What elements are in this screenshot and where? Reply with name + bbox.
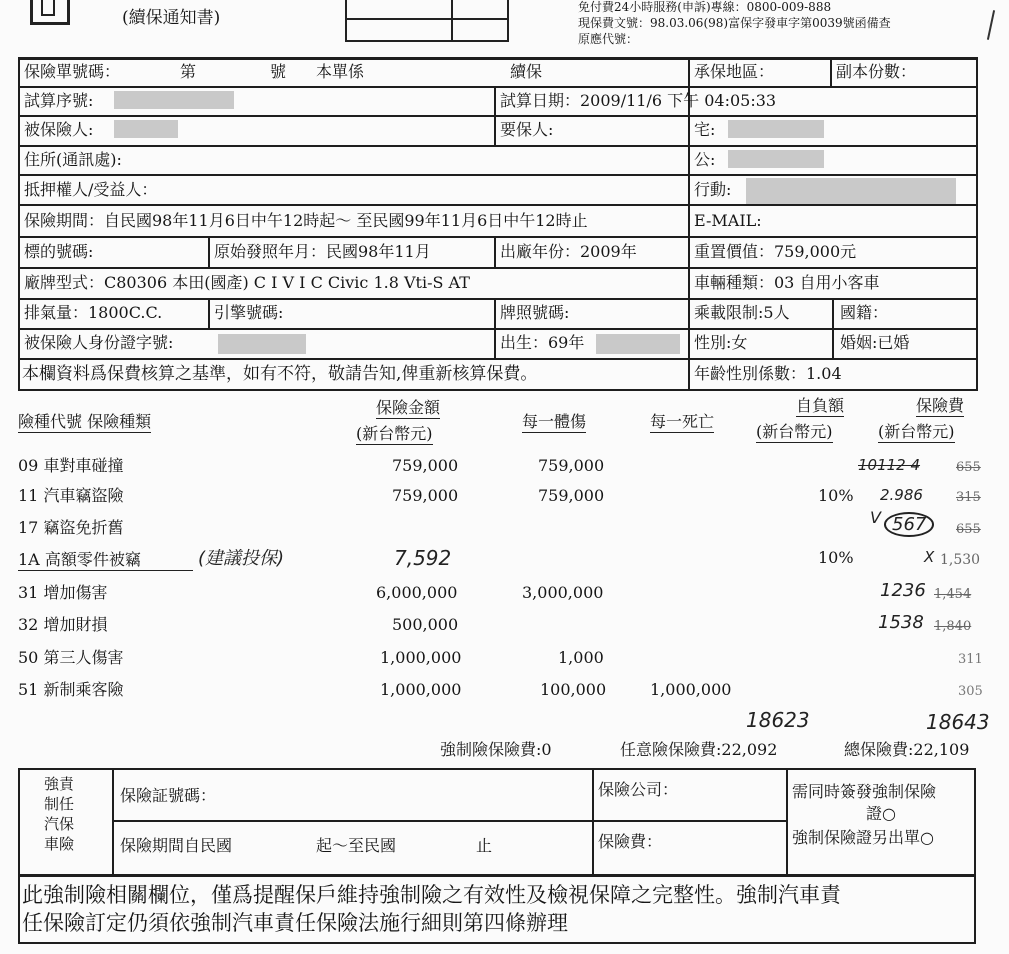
- seat-limit: 乘載限制:5人: [694, 303, 790, 322]
- compulsory-period-end: 止: [476, 836, 493, 855]
- compulsory-period-label: 保險期間自民國: [120, 836, 233, 855]
- company-logo: [30, 0, 70, 25]
- handwritten-note: 2.986: [880, 486, 923, 504]
- first-registration: 原始發照年月：民國98年11月: [214, 242, 431, 261]
- coverage-amount: 6,000,000: [376, 583, 458, 602]
- replacement-value: 重置價值：759,000元: [694, 242, 857, 261]
- coverage-premium: 655: [956, 522, 981, 537]
- redacted-mobile: [746, 178, 956, 204]
- marital-status: 婚姻:已婚: [840, 333, 910, 352]
- id-no-label: 被保險人身份證字號:: [24, 333, 174, 352]
- compulsory-company-label: 保險公司：: [598, 780, 679, 799]
- handwritten-x: X: [924, 548, 935, 566]
- amount-header: 保險金額: [376, 398, 441, 417]
- compulsory-need-option-2: 證○: [866, 804, 896, 823]
- coverage-premium: 311: [958, 652, 983, 667]
- engine-no-label: 引擎號碼:: [214, 303, 284, 322]
- handwritten-note: 1538: [878, 612, 924, 633]
- handwritten-amount: 7,592: [394, 546, 452, 570]
- quote-date: 試算日期：2009/11/6 下午 04:05:33: [500, 91, 777, 110]
- vehicle-type: 車輛種類：03 自用小客車: [694, 273, 880, 292]
- premium-basis-notice: 本欄資料爲保費核算之基準，如有不符，敬請告知,俾重新核算保費。: [22, 364, 538, 384]
- header-box: [345, 0, 509, 42]
- coverage-name: 17 竊盜免折舊: [18, 518, 124, 537]
- coverage-amount: 500,000: [392, 615, 459, 634]
- coverage-name: 09 車對車碰撞: [18, 456, 124, 475]
- handwritten-check: V: [870, 508, 881, 527]
- per-death-header: 每一死亡: [650, 412, 715, 431]
- coverage-amount: 759,000: [392, 486, 459, 505]
- premium-unit-header: (新台幣元): [878, 422, 955, 441]
- home-phone-label: 宅:: [694, 120, 716, 139]
- amount-unit-header: (新台幣元): [356, 424, 433, 443]
- handwritten-grand-total: 18643: [926, 710, 990, 734]
- redacted-birth: [596, 334, 680, 354]
- policy-no-hao: 號: [270, 62, 287, 81]
- displacement: 排氣量：1800C.C.: [24, 303, 163, 322]
- age-gender-factor: 年齡性別係數：1.04: [694, 364, 842, 383]
- footer-notice-line-1: 此強制險相關欄位，僅爲提醒保戶維持強制險之有效性及檢視保障之完整性。強制汽車責: [22, 883, 841, 907]
- per-injury-header: 每一體傷: [522, 412, 587, 431]
- coverage-death: 1,000,000: [650, 680, 732, 699]
- compulsory-fee-label: 保險費：: [598, 832, 663, 851]
- coverage-deductible: 10%: [818, 486, 854, 505]
- applicant-label: 要保人:: [500, 120, 554, 139]
- optional-premium: 任意險保險費:22,092: [620, 740, 778, 759]
- redacted-office-phone: [728, 150, 824, 168]
- redacted-id-no: [218, 334, 306, 354]
- coverage-amount: 1,000,000: [380, 648, 462, 667]
- coverage-amount: 759,000: [392, 456, 459, 475]
- quote-no-label: 試算序號:: [24, 91, 94, 110]
- coverage-injury: 3,000,000: [522, 583, 604, 602]
- deductible-header: 自負額: [796, 396, 845, 415]
- coverage-premium: 1,840: [934, 619, 972, 634]
- address-label: 住所(通訊處):: [24, 150, 122, 169]
- redacted-quote-no: [114, 91, 234, 109]
- coverage-injury: 1,000: [558, 648, 604, 667]
- approval-text: 現保費文號：98.03.06(98)富保字發車字第0039號函備查: [578, 16, 891, 30]
- plate-no-label: 牌照號碼:: [500, 303, 570, 322]
- coverage-deductible: 10%: [818, 548, 854, 567]
- label-no: 標的號碼:: [24, 242, 94, 261]
- handwritten-note: 567: [884, 512, 934, 537]
- compulsory-need-option: 需同時簽發強制保險: [792, 782, 937, 801]
- policy-no-label: 保險單號碼：: [24, 62, 121, 81]
- mobile-label: 行動:: [694, 180, 732, 199]
- compulsory-separate-option: 強制保險證另出單○: [792, 828, 934, 847]
- policy-no-di: 第: [180, 62, 197, 81]
- coverage-premium: 315: [956, 490, 981, 505]
- compulsory-policy-no-label: 保險証號碼：: [120, 786, 217, 805]
- compulsory-period-mid: 起～至民國: [316, 836, 397, 855]
- office-phone-label: 公:: [694, 150, 716, 169]
- vehicle-model: 廠牌型式：C80306 本田(國產) C I V I C Civic 1.8 Vti-S AT: [24, 273, 470, 292]
- coverage-premium: 305: [958, 684, 983, 699]
- mortgagee-label: 抵押權人/受益人：: [24, 180, 158, 199]
- compulsory-box-title: 強責 制任 汽保 車險: [44, 775, 75, 853]
- region-label: 承保地區：: [694, 62, 775, 81]
- doc-subtitle: (續保通知書): [122, 8, 221, 28]
- insured-label: 被保險人:: [24, 120, 94, 139]
- nationality-label: 國籍：: [840, 303, 889, 322]
- email-label: E-MAIL:: [694, 211, 762, 230]
- coverage-name: 51 新制乘客險: [18, 680, 124, 699]
- coverage-premium: 655: [956, 460, 981, 475]
- footer-notice-line-2: 任保險訂定仍須依強制汽車責任保險法施行細則第四條辦理: [22, 911, 568, 935]
- compulsory-premium: 強制險保險費:0: [440, 740, 552, 759]
- coverage-injury: 759,000: [538, 456, 605, 475]
- coverage-code-header: 險種代號 保險種類: [18, 412, 152, 431]
- remark-text: 原應代號：: [578, 32, 639, 46]
- edge-mark: [987, 10, 995, 40]
- insurance-period: 保險期間：自民國98年11月6日中午12時起～ 至民國99年11月6日中午12時止: [24, 211, 588, 230]
- copies-label: 副本份數：: [836, 62, 917, 81]
- coverage-name: 32 增加財損: [18, 615, 108, 634]
- redacted-home-phone: [728, 120, 824, 138]
- coverage-injury: 100,000: [540, 680, 607, 699]
- premium-header: 保險費: [916, 396, 965, 415]
- hotline-text: 免付費24小時服務(申訴)專線：0800-009-888: [578, 0, 832, 14]
- policy-renew: 續保: [510, 62, 543, 81]
- total-premium: 總保險費:22,109: [844, 740, 970, 759]
- coverage-injury: 759,000: [538, 486, 605, 505]
- coverage-name: 11 汽車竊盜險: [18, 486, 124, 505]
- manufacture-year: 出廠年份：2009年: [500, 242, 637, 261]
- handwritten-note: 10112 4: [858, 456, 921, 474]
- handwritten-note: (建議投保): [198, 548, 285, 569]
- coverage-amount: 1,000,000: [380, 680, 462, 699]
- gender: 性別:女: [694, 333, 748, 352]
- coverage-premium: 1,454: [934, 587, 972, 602]
- coverage-name: 1A 高額零件被竊: [18, 550, 193, 571]
- redacted-insured: [114, 120, 178, 138]
- handwritten-optional-total: 18623: [746, 708, 810, 732]
- coverage-name: 50 第三人傷害: [18, 648, 124, 667]
- deductible-unit-header: (新台幣元): [756, 422, 833, 441]
- coverage-name: 31 增加傷害: [18, 583, 108, 602]
- policy-type-label: 本單係: [316, 62, 365, 81]
- birth-date: 出生：69年: [500, 333, 585, 352]
- coverage-premium: 1,530: [940, 552, 981, 568]
- handwritten-note: 1236: [880, 580, 926, 601]
